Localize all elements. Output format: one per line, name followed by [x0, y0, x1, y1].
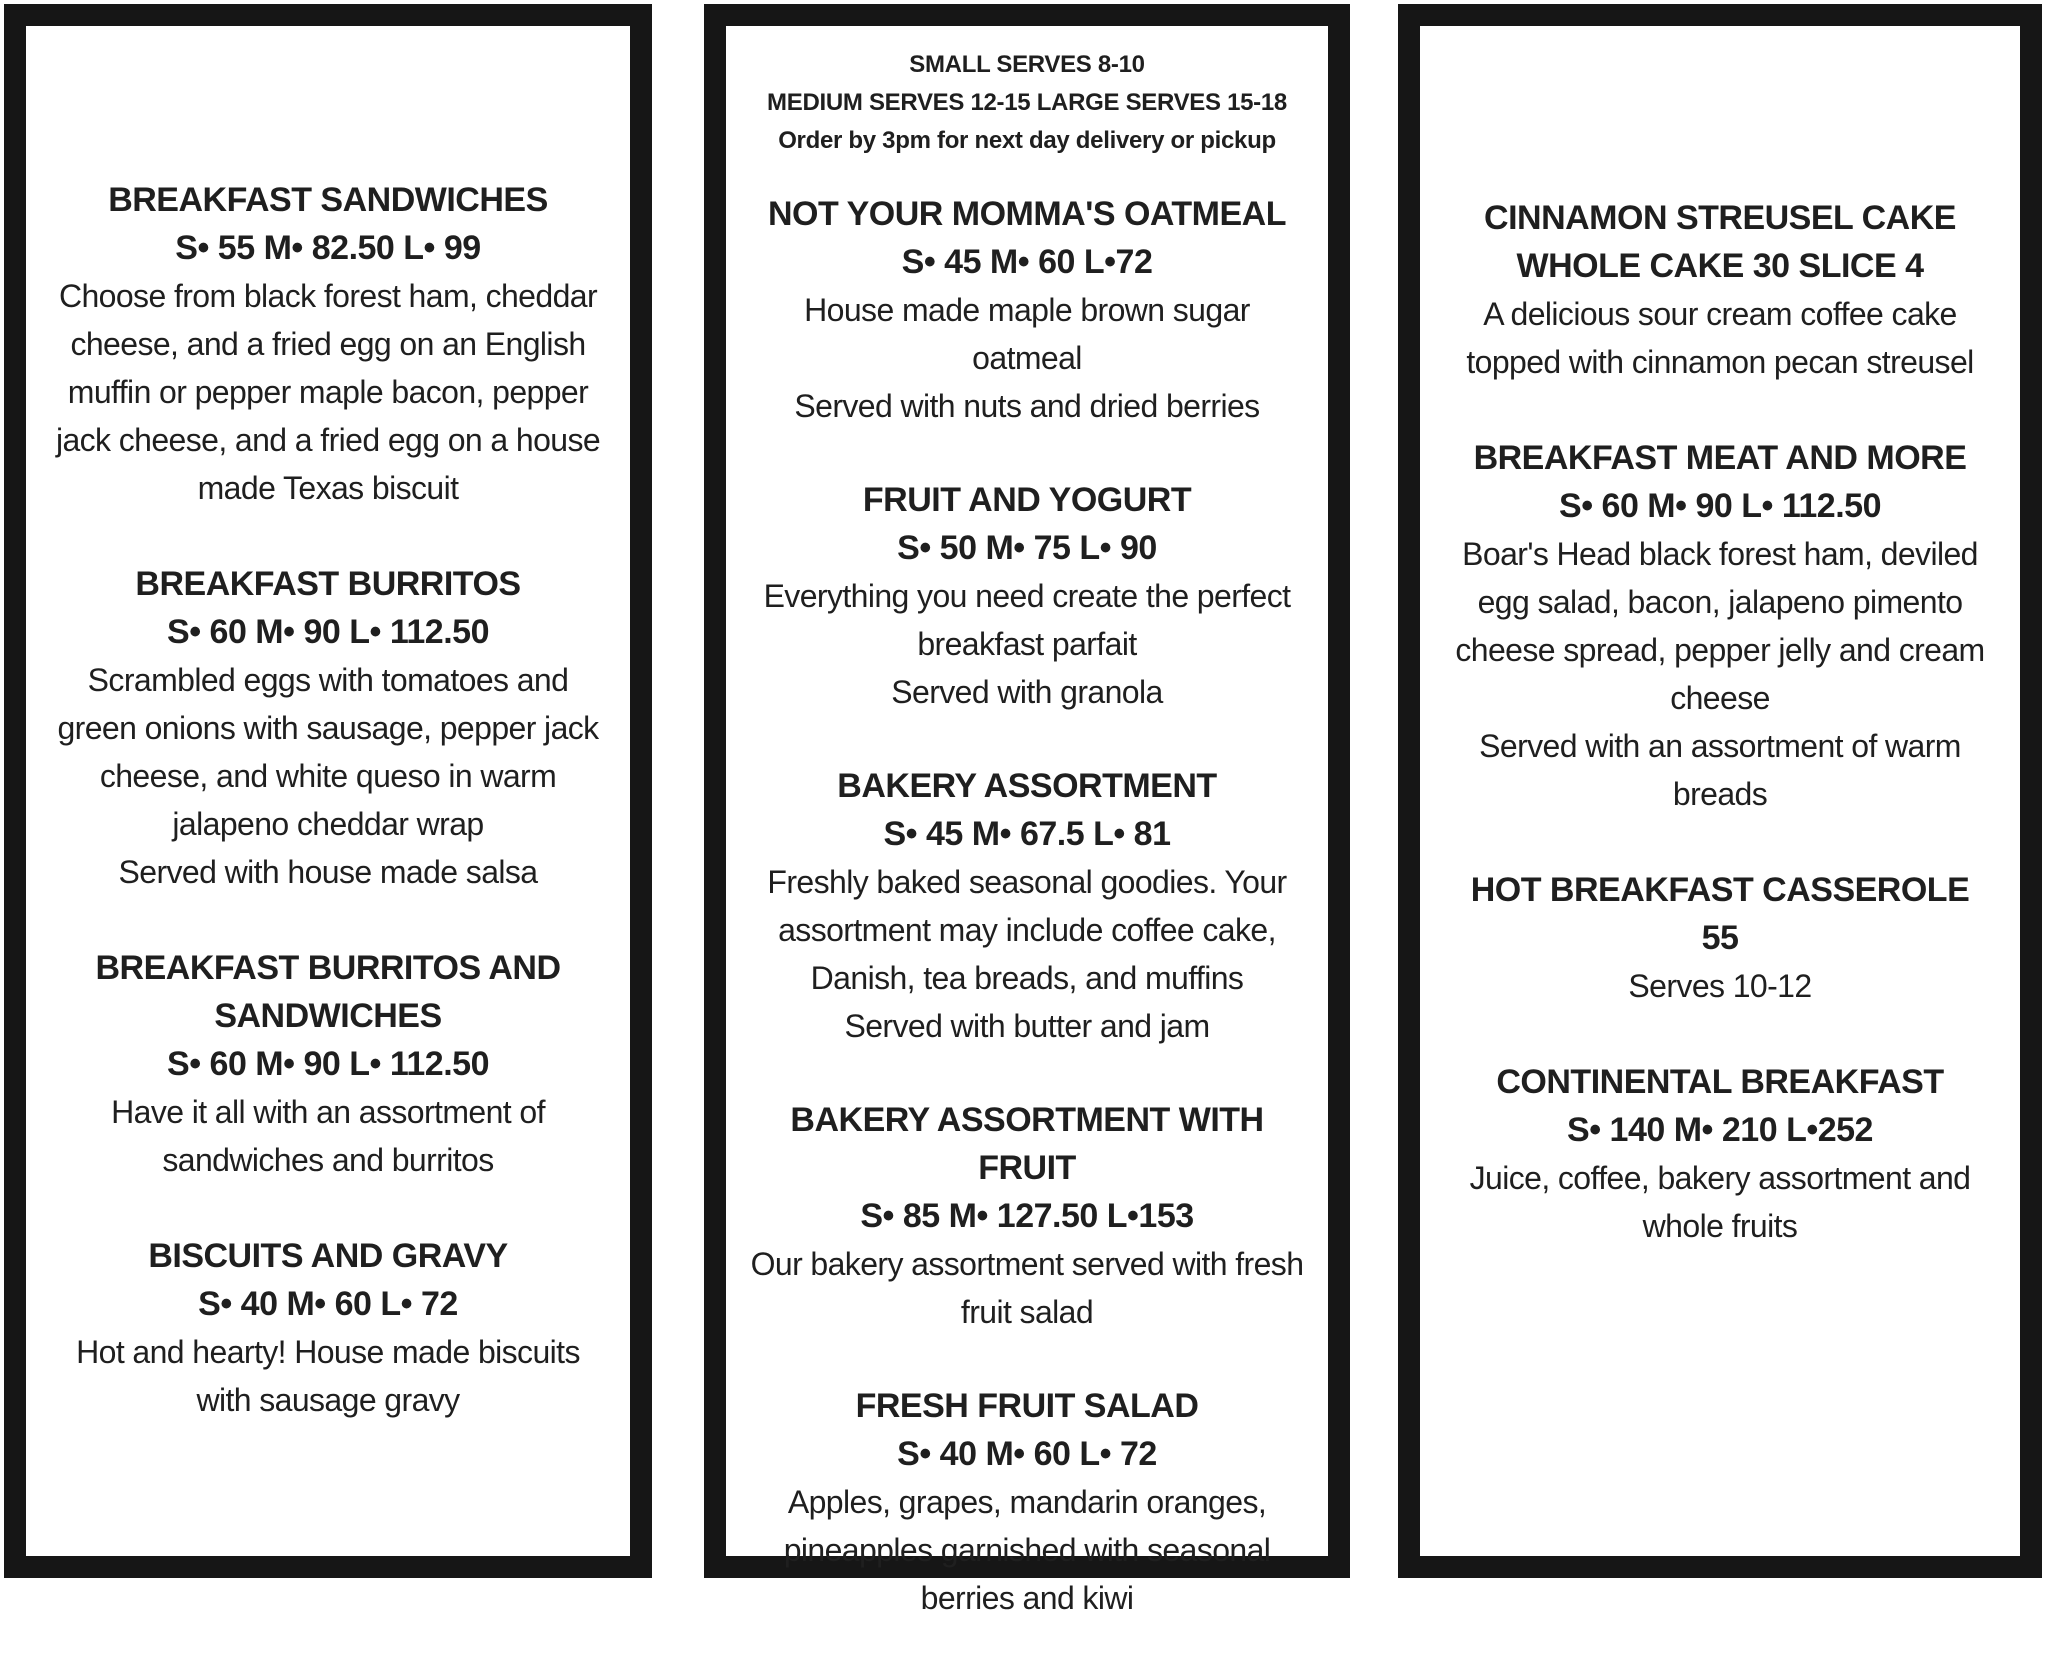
item-price: S• 140 M• 210 L•252 [1567, 1111, 1873, 1149]
menu-item-biscuits-and-gravy [50, 1232, 606, 1424]
item-title: BREAKFAST MEAT AND MORE [1473, 439, 1967, 477]
menu-item-breakfast-burritos [50, 560, 606, 896]
serves-note-line: MEDIUM SERVES 12-15 LARGE SERVES 15-18 [767, 89, 1287, 116]
item-price: S• 50 M• 75 L• 90 [897, 529, 1157, 567]
menu-item-breakfast-sandwiches [50, 176, 606, 512]
item-description: A delicious sour cream coffee cake topped with cinnamon pecan streusel [1466, 296, 1974, 380]
item-price: S• 45 M• 67.5 L• 81 [883, 815, 1171, 853]
item-note: Served with granola [891, 674, 1163, 710]
menu-column [1420, 194, 2020, 1298]
item-title: BREAKFAST BURRITOS AND SANDWICHES [95, 949, 561, 1035]
item-description: Our bakery assortment served with fresh fruit salad [750, 1246, 1304, 1330]
item-price: S• 85 M• 127.50 L•153 [860, 1197, 1194, 1235]
menu-item-bakery-with-fruit [750, 1096, 1304, 1336]
menu-item-fruit-and-yogurt [750, 476, 1304, 716]
item-note: Served with an assortment of warm breads [1479, 728, 1961, 812]
item-title: BAKERY ASSORTMENT WITH FRUIT [790, 1101, 1264, 1187]
item-title: HOT BREAKFAST CASSEROLE [1470, 871, 1970, 909]
item-note: Served with butter and jam [844, 1008, 1210, 1044]
item-description: Freshly baked seasonal goodies. Your assortment may include coffee cake, Danish, tea breads, and muffins [767, 864, 1287, 996]
serving-size-note [750, 46, 1304, 160]
menu-item-bakery-assortment [750, 762, 1304, 1050]
item-title: CONTINENTAL BREAKFAST [1496, 1063, 1944, 1101]
item-title: FRESH FRUIT SALAD [855, 1387, 1199, 1425]
item-title: CINNAMON STREUSEL CAKE [1484, 199, 1956, 237]
menu-item-hot-breakfast-casserole [1444, 866, 1996, 1010]
item-price: WHOLE CAKE 30 SLICE 4 [1516, 247, 1924, 285]
menu-column [726, 46, 1328, 1668]
item-price: S• 60 M• 90 L• 112.50 [167, 1045, 489, 1083]
item-title: BREAKFAST SANDWICHES [108, 181, 548, 219]
menu-panel-right [1400, 6, 2040, 1576]
item-description: Hot and hearty! House made biscuits with sausage gravy [76, 1334, 580, 1418]
item-description: House made maple brown sugar oatmeal [804, 292, 1250, 376]
menu-panel-left [6, 6, 650, 1576]
item-description: Have it all with an assortment of sandwiches and burritos [111, 1094, 545, 1178]
item-description: Everything you need create the perfect breakfast parfait [763, 578, 1291, 662]
menu-column [26, 176, 630, 1472]
menu-item-continental-breakfast [1444, 1058, 1996, 1250]
menu-item-fresh-fruit-salad [750, 1382, 1304, 1622]
item-price: 55 [1701, 919, 1739, 957]
item-note: Served with house made salsa [118, 854, 538, 890]
item-price: S• 60 M• 90 L• 112.50 [167, 613, 489, 651]
serves-note-line: SMALL SERVES 8-10 [909, 51, 1145, 78]
item-note: Served with nuts and dried berries [794, 388, 1260, 424]
item-description: Serves 10-12 [1628, 968, 1812, 1004]
item-price: S• 60 M• 90 L• 112.50 [1559, 487, 1881, 525]
item-description: Choose from black forest ham, cheddar cheese, and a fried egg on an English muffin or pepper maple bacon, pepper jack cheese, and a fried egg on a house made Texas biscuit [55, 278, 601, 506]
item-price: S• 55 M• 82.50 L• 99 [175, 229, 481, 267]
menu-item-burritos-and-sandwiches [50, 944, 606, 1184]
item-price: S• 40 M• 60 L• 72 [897, 1435, 1157, 1473]
item-price: S• 40 M• 60 L• 72 [198, 1285, 458, 1323]
menu-item-breakfast-meat-and-more [1444, 434, 1996, 818]
item-description: Boar's Head black forest ham, deviled egg salad, bacon, jalapeno pimento cheese spread, pepper jelly and cream cheese [1455, 536, 1985, 716]
item-title: FRUIT AND YOGURT [862, 481, 1192, 519]
menu-item-cinnamon-streusel-cake [1444, 194, 1996, 386]
item-title: BAKERY ASSORTMENT [837, 767, 1217, 805]
item-description: Apples, grapes, mandarin oranges, pineapples garnished with seasonal berries and kiwi [783, 1484, 1271, 1616]
item-description: Juice, coffee, bakery assortment and whole fruits [1469, 1160, 1971, 1244]
item-description: Scrambled eggs with tomatoes and green onions with sausage, pepper jack cheese, and white queso in warm jalapeno cheddar wrap [57, 662, 599, 842]
item-title: NOT YOUR MOMMA'S OATMEAL [767, 195, 1287, 233]
menu-item-oatmeal [750, 190, 1304, 430]
item-price: S• 45 M• 60 L•72 [901, 243, 1153, 281]
menu-panel-center [706, 6, 1348, 1616]
item-title: BREAKFAST BURRITOS [135, 565, 521, 603]
serves-note-line: Order by 3pm for next day delivery or pickup [778, 127, 1276, 154]
item-title: BISCUITS AND GRAVY [148, 1237, 508, 1275]
